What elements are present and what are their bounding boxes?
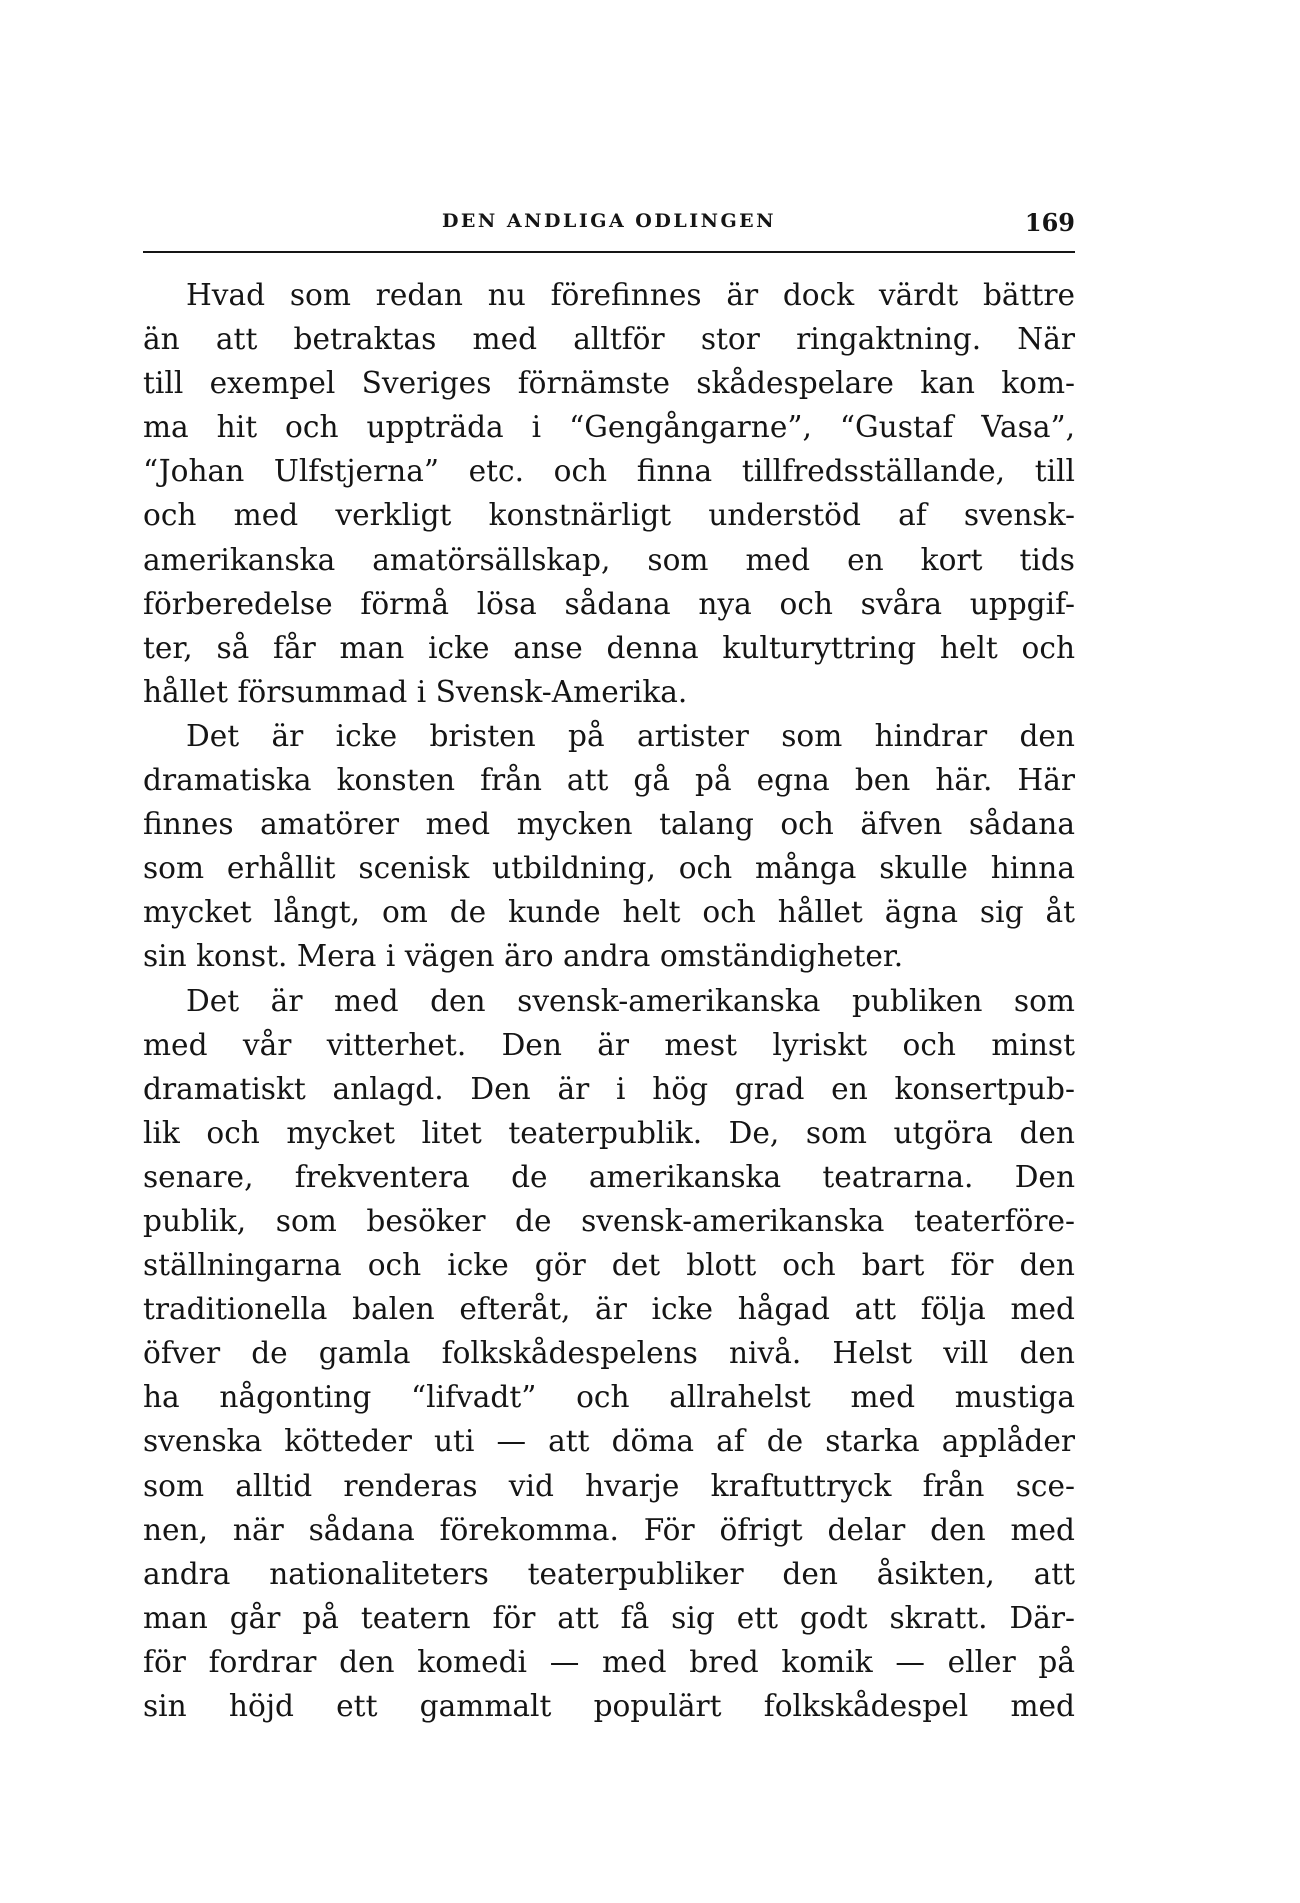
text-line: än att betraktas med alltför stor ringaktning. När [143, 322, 1075, 357]
text-line: med vår vitterhet. Den är mest lyriskt och minst [143, 1027, 1075, 1062]
header-rule [143, 251, 1075, 253]
text-line: sin konst. Mera i vägen äro andra omständigheter. [143, 939, 904, 974]
text-line: andra nationaliteters teaterpubliker den åsikten, att [143, 1556, 1075, 1591]
text-line: för fordrar den komedi — med bred komik — eller på [143, 1644, 1075, 1679]
text-line: dramatiska konsten från att gå på egna ben här. Här [143, 763, 1075, 798]
page-number: 169 [1024, 208, 1075, 237]
text-line: ha någonting “lifvadt” och allrahelst med mustiga [143, 1380, 1075, 1415]
text-line: senare, frekventera de amerikanska teatrarna. Den [143, 1159, 1075, 1194]
text-line: svenska kötteder uti — att döma af de starka applåder [143, 1424, 1075, 1459]
text-line: förberedelse förmå lösa sådana nya och svåra uppgif- [143, 586, 1075, 621]
running-header [143, 202, 1075, 250]
text-line: som erhållit scenisk utbildning, och många skulle hinna [143, 851, 1075, 886]
text-line: lik och mycket litet teaterpublik. De, som utgöra den [143, 1115, 1075, 1150]
text-line: ställningarna och icke gör det blott och bart för den [143, 1248, 1075, 1283]
text-line: finnes amatörer med mycken talang och äfven sådana [143, 807, 1075, 842]
text-line: Hvad som redan nu förefinnes är dock värdt bättre [186, 278, 1075, 312]
text-line: till exempel Sveriges förnämste skådespelare kan kom- [143, 366, 1075, 401]
text-line: hållet försummad i Svensk-Amerika. [143, 674, 688, 709]
text-line: “Johan Ulfstjerna” etc. och finna tillfredsställande, till [143, 454, 1075, 489]
text-line: dramatiskt anlagd. Den är i hög grad en konsertpub- [143, 1071, 1075, 1106]
text-line: man går på teatern för att få sig ett godt skratt. Där- [143, 1600, 1075, 1635]
body-text [143, 273, 1075, 1728]
text-line: nen, när sådana förekomma. För öfrigt delar den med [143, 1512, 1075, 1547]
text-line: ter, så får man icke anse denna kulturyttring helt och [143, 630, 1075, 665]
text-line: ma hit och uppträda i “Gengångarne”, “Gustaf Vasa”, [143, 410, 1075, 445]
text-line: traditionella balen efteråt, är icke hågad att följa med [143, 1292, 1075, 1327]
text-line: och med verkligt konstnärligt understöd af svensk- [143, 498, 1075, 533]
text-line: som alltid renderas vid hvarje kraftuttryck från sce- [143, 1468, 1075, 1503]
running-header-title: DEN ANDLIGA ODLINGEN [441, 210, 777, 232]
text-line: sin höjd ett gammalt populärt folkskådespel med [143, 1689, 1075, 1723]
text-line: Det är icke bristen på artister som hindrar den [186, 718, 1075, 753]
text-line: publik, som besöker de svensk-amerikanska teaterföre- [143, 1203, 1075, 1238]
text-line: amerikanska amatörsällskap, som med en kort tids [143, 542, 1075, 577]
text-line: öfver de gamla folkskådespelens nivå. Helst vill den [143, 1336, 1075, 1371]
text-line: Det är med den svensk-amerikanska publiken som [186, 983, 1075, 1018]
text-line: mycket långt, om de kunde helt och hållet ägna sig åt [143, 895, 1075, 930]
